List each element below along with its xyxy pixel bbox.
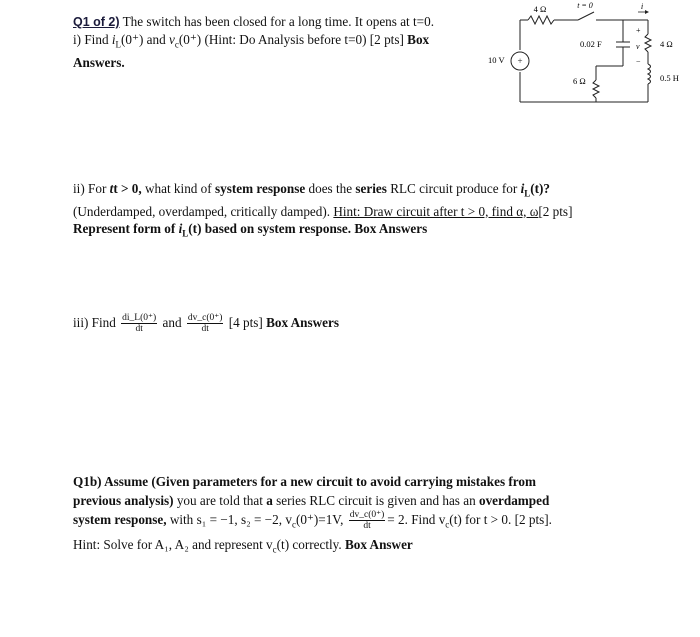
svg-text:6 Ω: 6 Ω [573,76,586,86]
circuit-diagram [478,0,700,110]
resistor-top [528,16,554,24]
question-1-part-ii: ii) For tt > 0, what kind of system response does the series RLC circuit produce for $i_L(t)$? (Underdamped, overdamped, critically damped). Hint: Draw circuit after t > 0, find α, ω[2 pts] Represent form of $i_L(t)$ based on system response. Box Answers [73,181,573,239]
fraction-dvc-dt: $\frac{dv\_c(0^+)}{dt}$ [187,313,223,335]
svg-text:+: + [517,56,523,66]
svg-text:t = 0: t = 0 [577,1,593,10]
svg-text:i: i [640,1,644,11]
question-label: Q1 of 2) [73,15,120,29]
svg-text:10 V: 10 V [488,55,505,65]
resistor-right [645,34,651,52]
question-1b: Q1b) Assume (Given parameters for a new circuit to avoid carrying mistakes from previous analysis) you are told that a series RLC circuit is given and has an overdamped system response, with s₁ = −1, s₂ = −2, $v_c(0^+)=1V$, $\frac{dv\_c(0^+)}{dt}$ = 2. Find $v_c(t)$ for t > 0. [2 pts]. Hint: Solve for A₁, A₂ and represent $v_c(t)$ correctly. Box Answer [73,474,552,555]
question-1-part-i: Q1 of 2) The switch has been closed for a long time. It opens at t=0. i) Find $i_L(0^+)$ and $v_c(0^+)$ (Hint: Do Analysis before t=0) [2 pts] Box Answers. [73,14,435,70]
svg-text:0.5 H: 0.5 H [660,73,679,83]
switch [578,12,594,20]
svg-text:0.02 F: 0.02 F [580,39,602,49]
question-1-part-iii: iii) Find $\frac{di\_L(0^+)}{dt}$ and $\frac{dv\_c(0^+)}{dt}$ [4 pts] Box Answers [73,313,339,335]
fraction-dvc-dt-given: $\frac{dv\_c(0^+)}{dt}$ [349,510,385,532]
svg-text:−: − [636,57,641,66]
svg-text:+: + [636,26,641,35]
current-arrow-icon [645,10,649,14]
svg-text:4 Ω: 4 Ω [533,4,547,14]
svg-text:v: v [636,42,640,51]
inductor [648,64,651,84]
fraction-diL-dt: $\frac{di\_L(0^+)}{dt}$ [122,313,157,335]
resistor-middle [593,80,599,98]
svg-text:4 Ω: 4 Ω [660,39,673,49]
